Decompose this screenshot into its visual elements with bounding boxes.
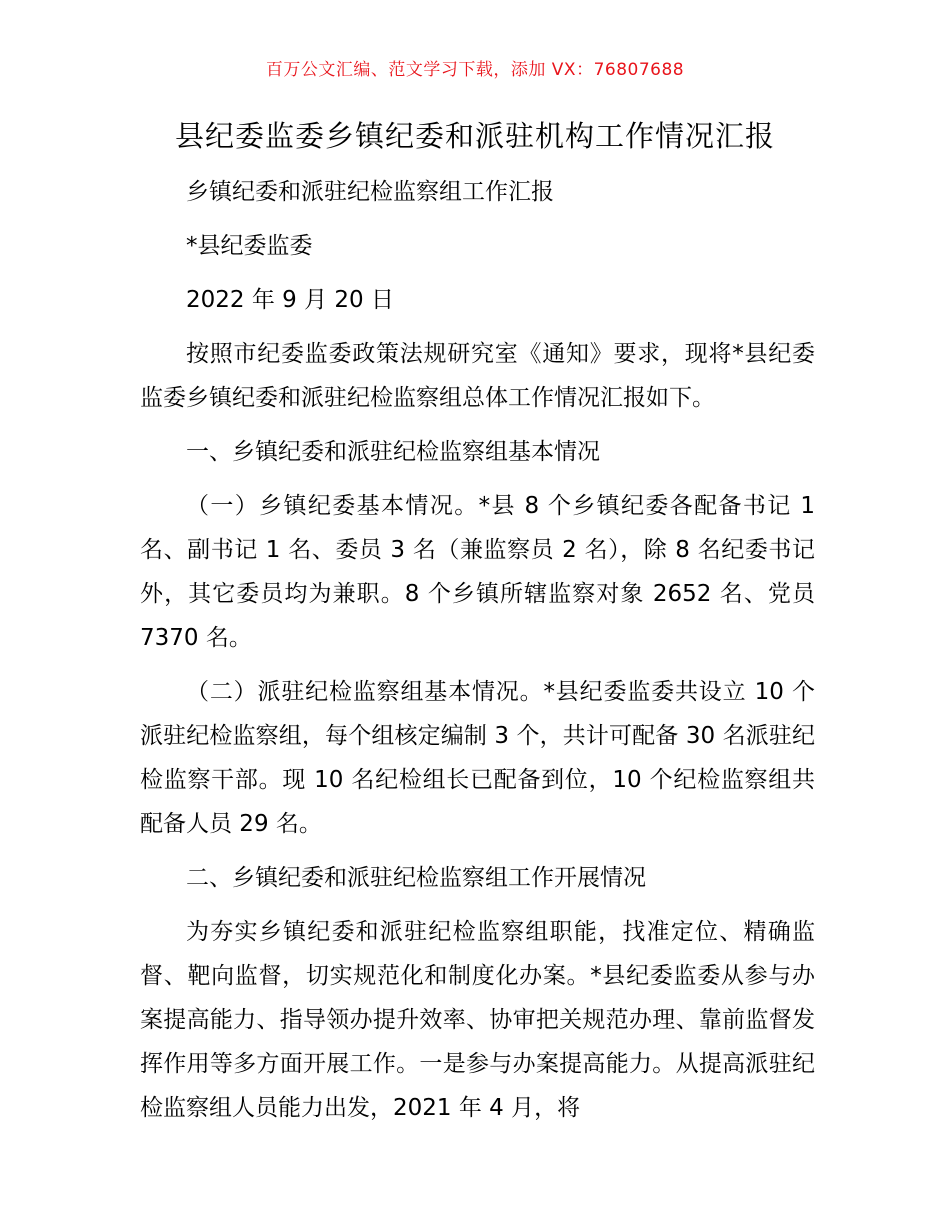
section-heading-2: 二、乡镇纪委和派驻纪检监察组工作开展情况 (186, 865, 646, 891)
section-heading-1: 一、乡镇纪委和派驻纪检监察组基本情况 (186, 439, 600, 465)
promo-banner: 百万公文汇编、范文学习下载，添加 VX：76807688 (265, 60, 685, 80)
intro-paragraph: 按照市纪委监委政策法规研究室《通知》要求，现将*县纪委监委乡镇纪委和派驻纪检监察组总体工作情况汇报如下。 (140, 341, 815, 411)
issuer-paragraph: *县纪委监委 (186, 233, 313, 259)
document-title: 县纪委监委乡镇纪委和派驻机构工作情况汇报 (174, 119, 775, 153)
body-paragraph: （二）派驻纪检监察组基本情况。*县纪委监委共设立 10 个派驻纪检监察组，每个组核定编制 3 个，共计可配备 30 名派驻纪检监察干部。现 10 名纪检组长已配备到位，10 个纪检监察组共配备人员 29 名。 (140, 679, 815, 837)
document-body (140, 170, 815, 1140)
body-paragraph: 为夯实乡镇纪委和派驻纪检监察组职能，找准定位、精确监督、靶向监督，切实规范化和制度化办案。*县纪委监委从参与办案提高能力、指导领办提升效率、协审把关规范办理、靠前监督发挥作用等多方面开展工作。一是参与办案提高能力。从提高派驻纪检监察组人员能力出发，2021 年 4 月，将 (140, 919, 815, 1121)
subtitle-paragraph: 乡镇纪委和派驻纪检监察组工作汇报 (186, 179, 554, 205)
body-paragraph: （一）乡镇纪委基本情况。*县 8 个乡镇纪委各配备书记 1 名、副书记 1 名、委员 3 名（兼监察员 2 名），除 8 名纪委书记外，其它委员均为兼职。8 个乡镇所辖监察对象 2652 名、党员 7370 名。 (140, 493, 815, 651)
date-paragraph: 2022 年 9 月 20 日 (186, 287, 394, 313)
